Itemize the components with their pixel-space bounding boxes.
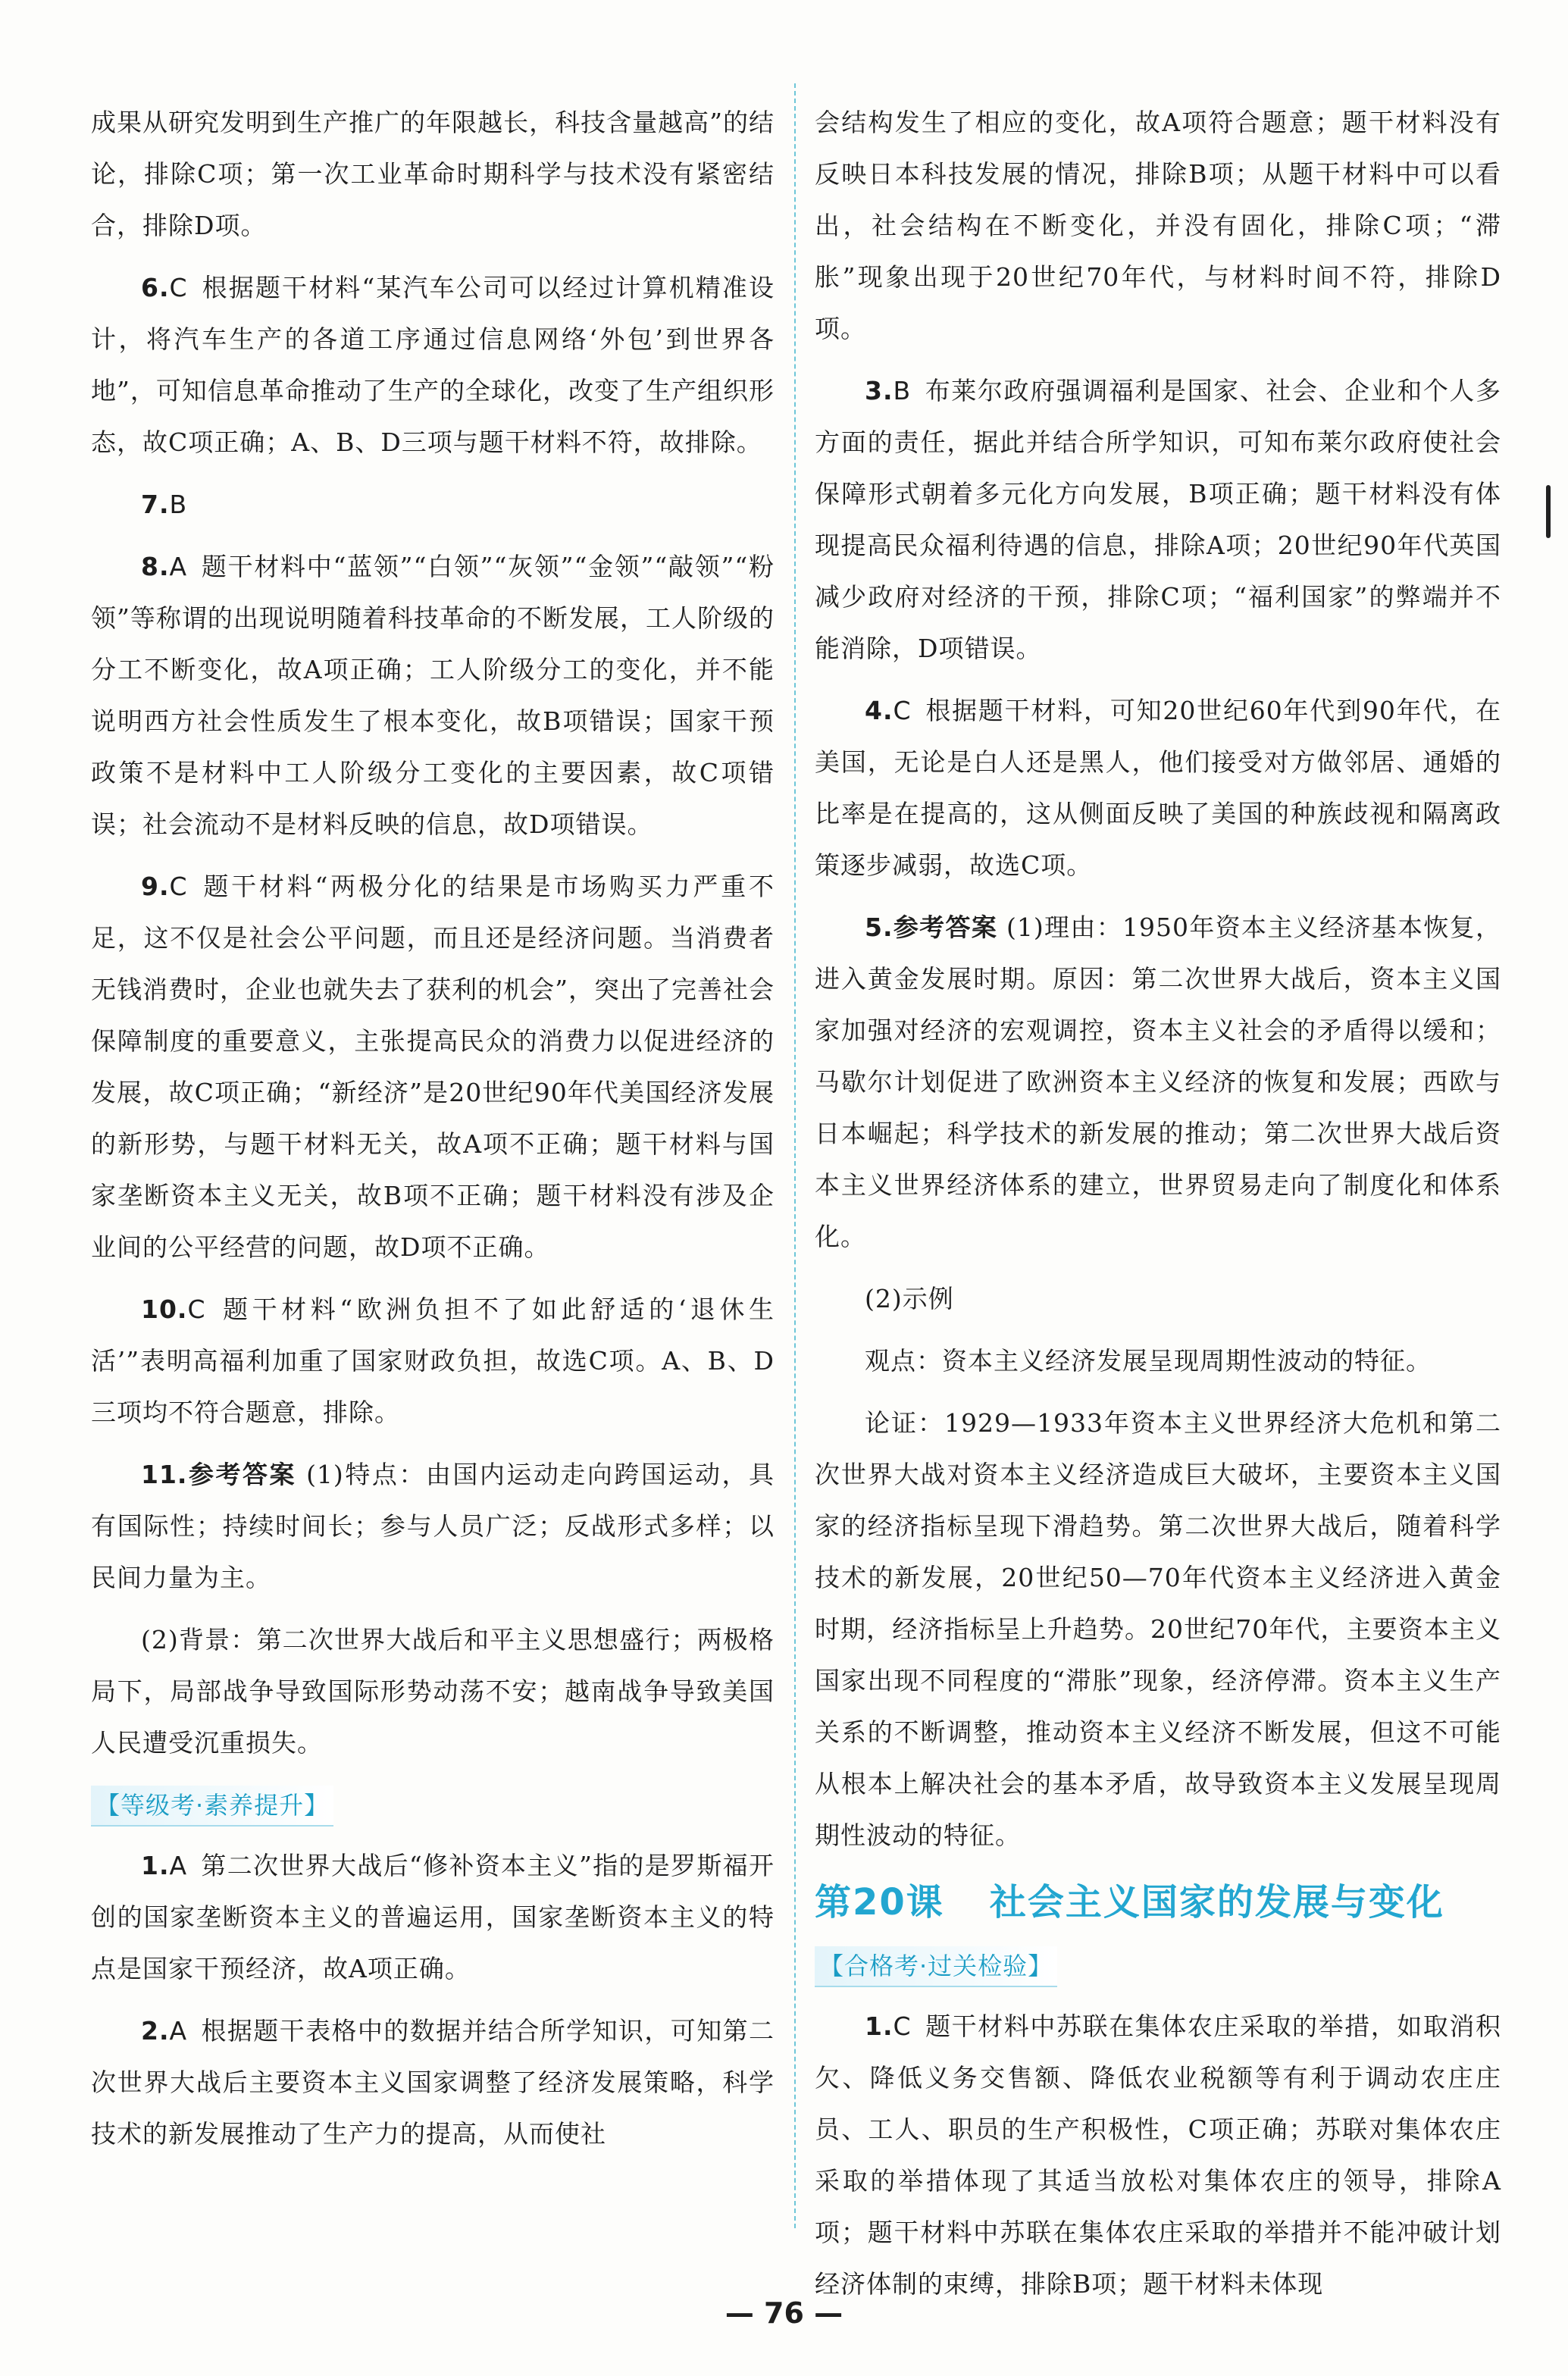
- explanation: (1)理由：1950年资本主义经济基本恢复，进入黄金发展时期。原因：第二次世界大战后，资本主义国家加强对经济的宏观调控，资本主义社会的矛盾得以缓和；马歇尔计划促进了欧洲资本主义经济的恢复和发展；西欧与日本崛起；科学技术的新发展的推动；第二次世界大战后资本主义世界经济体系的建立，世界贸易走向了制度化和体系化。: [815, 913, 1501, 1251]
- continuation-paragraph: 会结构发生了相应的变化，故A项符合题意；题干材料没有反映日本科技发展的情况，排除B项；从题干材料中可以看出，社会结构在不断变化，并没有固化，排除C项；“滞胀”现象出现于20世纪70年代，与材料时间不符，排除D项。: [815, 108, 1501, 343]
- explanation: (1)特点：由国内运动走向跨国运动，具有国际性；持续时间长；参与人员广泛；反战形式多样；以民间力量为主。: [91, 1460, 775, 1592]
- section-tag-pass-exam: 【合格考·过关检验】: [815, 1946, 1057, 1987]
- explanation: 根据题干表格中的数据并结合所学知识，可知第二次世界大战后主要资本主义国家调整了经济发展策略，科学技术的新发展推动了生产力的提高，从而使社: [91, 2016, 775, 2149]
- column-divider: [794, 83, 796, 2228]
- answer-h1: [815, 2001, 1501, 2310]
- explanation: 题干材料“欧洲负担不了如此舒适的‘退休生活’”表明高福利加重了国家财政负担，故选C项。A、B、D三项均不符合题意，排除。: [91, 1294, 775, 1427]
- answer-g5-argument: 论证：1929—1933年资本主义世界经济大危机和第二次世界大战对资本主义经济造成巨大破坏，主要资本主义国家的经济指标呈现下滑趋势。第二次世界大战后，随着科学技术的新发展，20世纪50—70年代资本主义经济进入黄金时期，经济指标呈上升趋势。20世纪70年代，主要资本主义国家出现不同程度的“滞胀”现象，经济停滞。资本主义生产关系的不断调整，推动资本主义经济不断发展，但这不可能从根本上解决社会的基本矛盾，故导致资本主义发展呈现周期性波动的特征。: [815, 1408, 1501, 1850]
- section-tag-level-exam: 【等级考·素养提升】: [91, 1786, 333, 1827]
- answer-11-part2: (2)背景：第二次世界大战后和平主义思想盛行；两极格局下，局部战争导致国际形势动荡不安；越南战争导致美国人民遭受沉重损失。: [91, 1625, 775, 1758]
- answer-letter: C: [169, 872, 188, 901]
- answer-letter: A: [169, 552, 188, 581]
- binding-mark: [1546, 485, 1551, 538]
- answer-g4: [815, 685, 1501, 891]
- explanation: 题干材料中“蓝领”“白领”“灰领”“金领”“敲领”“粉领”等称谓的出现说明随着科技革命的不断发展，工人阶级的分工不断变化，故A项正确；工人阶级分工的变化，并不能说明西方社会性质发生了根本变化，故B项错误；国家干预政策不是材料中工人阶级分工变化的主要因素，故C项错误；社会流动不是材料反映的信息，故D项错误。: [91, 552, 775, 839]
- explanation: 布莱尔政府强调福利是国家、社会、企业和个人多方面的责任，据此并结合所学知识，可知布莱尔政府使社会保障形式朝着多元化方向发展，B项正确；题干材料没有体现提高民众福利待遇的信息，排除A项；20世纪90年代英国减少政府对经济的干预，排除C项；“福利国家”的弊端并不能消除，D项错误。: [815, 376, 1501, 663]
- page-number: — 76 —: [725, 2296, 843, 2330]
- answer-g3: [815, 365, 1501, 675]
- continuation-paragraph: 成果从研究发明到生产推广的年限越长，科技含量越高”的结论，排除C项；第一次工业革命时期科学与技术没有紧密结合，排除D项。: [91, 108, 775, 240]
- answer-10: [91, 1284, 775, 1438]
- answer-letter: B: [169, 490, 188, 519]
- answer-g5-part2: (2)示例: [865, 1284, 954, 1313]
- reference-answer-label: 参考答案: [893, 913, 998, 942]
- answer-letter: C: [187, 1294, 206, 1324]
- question-number: 6.: [141, 273, 170, 302]
- explanation: 根据题干材料“某汽车公司可以经过计算机精准设计，将汽车生产的各道工序通过信息网络‘外包’到世界各地”，可知信息革命推动了生产的全球化，改变了生产组织形态，故C项正确；A、B、D三项与题干材料不符，故排除。: [91, 273, 775, 457]
- explanation: 题干材料“两极分化的结果是市场购买力严重不足，这不仅是社会公平问题，而且还是经济问题。当消费者无钱消费时，企业也就失去了获利的机会”，突出了完善社会保障制度的重要意义，主张提高民众的消费力以促进经济的发展，故C项正确；“新经济”是20世纪90年代美国经济发展的新形势，与题干材料无关，故A项不正确；题干材料与国家垄断资本主义无关，故B项不正确；题干材料没有涉及企业间的公平经营的问题，故D项不正确。: [91, 872, 775, 1262]
- answer-9: [91, 861, 775, 1273]
- answer-letter: B: [893, 376, 912, 405]
- answer-g5-part1: [815, 902, 1501, 1263]
- answer-g5-viewpoint: 观点：资本主义经济发展呈现周期性波动的特征。: [865, 1346, 1432, 1376]
- answer-g2: [91, 2005, 775, 2160]
- answer-11-part1: [91, 1449, 775, 1604]
- question-number: 9.: [141, 872, 170, 901]
- question-number: 11.: [141, 1460, 188, 1489]
- right-column: [815, 97, 1501, 2321]
- lesson-heading: [815, 1872, 1501, 1933]
- answer-letter: C: [893, 2011, 912, 2041]
- explanation: 第二次世界大战后“修补资本主义”指的是罗斯福开创的国家垄断资本主义的普遍运用，国家垄断资本主义的特点是国家干预经济，故A项正确。: [91, 1851, 775, 1983]
- question-number: 2.: [141, 2016, 170, 2046]
- answer-7: [91, 479, 775, 531]
- left-column: [91, 97, 775, 2171]
- question-number: 4.: [865, 696, 894, 725]
- reference-answer-label: 参考答案: [187, 1460, 297, 1489]
- lesson-number: 第20课: [815, 1881, 944, 1924]
- answer-6: [91, 262, 775, 468]
- answer-letter: C: [169, 273, 188, 302]
- question-number: 5.: [865, 913, 894, 942]
- explanation: 根据题干材料，可知20世纪60年代到90年代，在美国，无论是白人还是黑人，他们接受对方做邻居、通婚的比率是在提高的，这从侧面反映了美国的种族歧视和隔离政策逐步减弱，故选C项。: [815, 696, 1501, 880]
- question-number: 3.: [865, 376, 894, 405]
- question-number: 1.: [141, 1851, 170, 1880]
- question-number: 10.: [141, 1294, 188, 1324]
- lesson-title: 社会主义国家的发展与变化: [989, 1881, 1444, 1924]
- answer-letter: A: [169, 1851, 188, 1880]
- answer-8: [91, 541, 775, 850]
- question-number: 8.: [141, 552, 170, 581]
- answer-letter: A: [169, 2016, 188, 2046]
- answer-letter: C: [893, 696, 912, 725]
- question-number: 1.: [865, 2011, 894, 2041]
- question-number: 7.: [141, 490, 170, 519]
- explanation: 题干材料中苏联在集体农庄采取的举措，如取消积欠、降低义务交售额、降低农业税额等有利于调动农庄庄员、工人、职员的生产积极性，C项正确；苏联对集体农庄采取的举措体现了其适当放松对集体农庄的领导，排除A项；题干材料中苏联在集体农庄采取的举措并不能冲破计划经济体制的束缚，排除B项；题干材料未体现: [815, 2011, 1501, 2299]
- answer-g1: [91, 1840, 775, 1995]
